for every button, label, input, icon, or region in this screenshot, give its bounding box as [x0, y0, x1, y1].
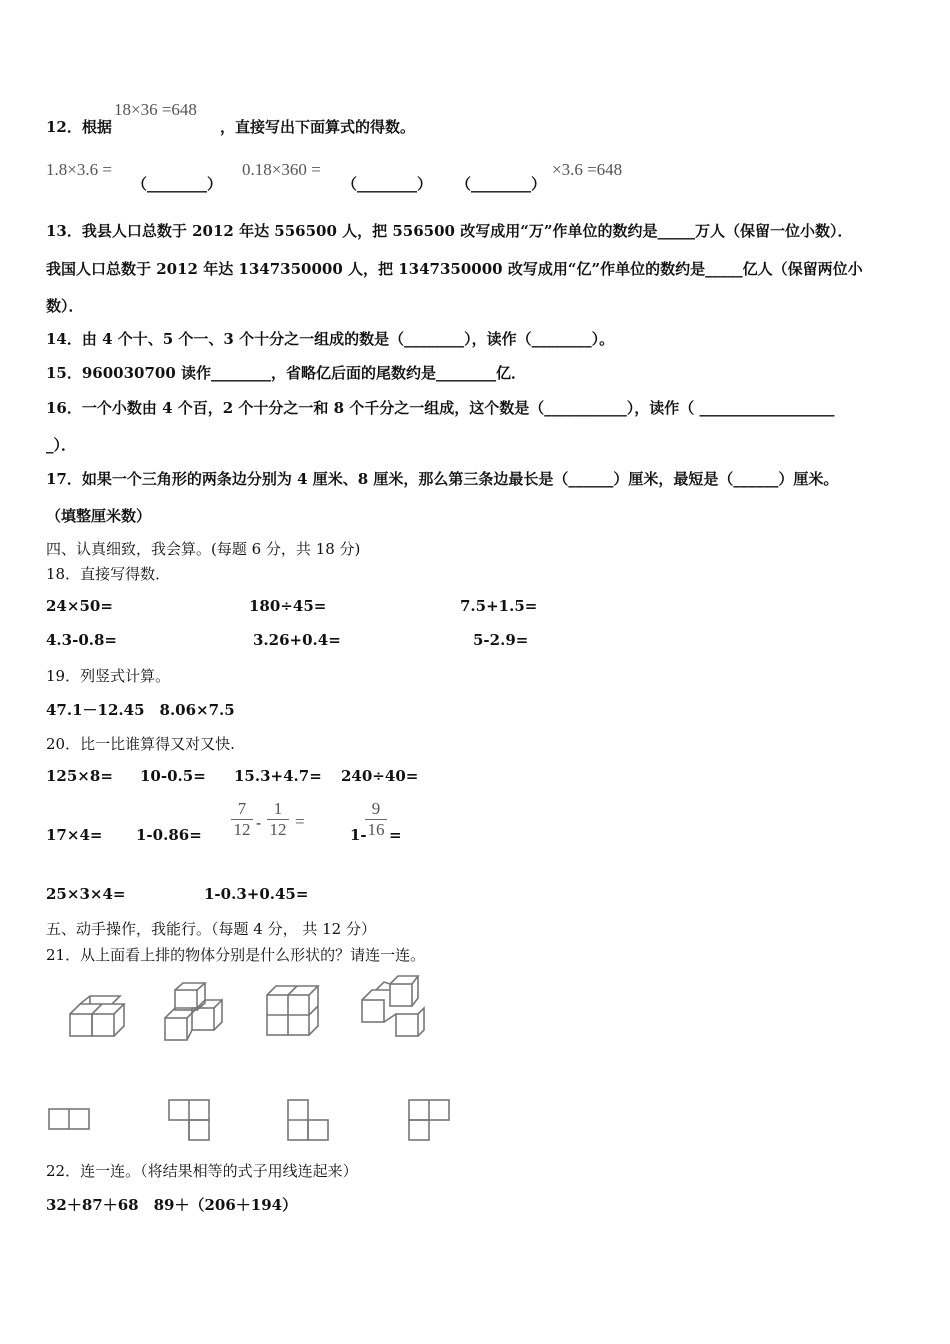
fraction-denominator: 16 [367, 820, 385, 839]
q19-items: 47.1－12.45 8.06×7.5 [46, 701, 235, 719]
q12-expr-1: 1.8×3.6 = [46, 160, 112, 179]
q20-r1-b: 10-0.5= [140, 767, 206, 785]
q20-r1-d: 240÷40= [341, 767, 419, 785]
q16-line-2: _）． [46, 436, 77, 454]
fraction-numerator: 1 [273, 799, 283, 818]
q12-expr-2: 0.18×360 = [242, 160, 321, 179]
q14: 14．由 4 个十、5 个一、3 个十分之一组成的数是（________），读作（________）。 [46, 330, 615, 348]
q21-title: 21．从上面看上排的物体分别是什么形状的？请连一连。 [46, 946, 426, 964]
q15: 15．960030700 读作________，省略亿后面的尾数约是________亿． [46, 364, 527, 382]
q18-r2-c: 5-2.9= [473, 631, 529, 649]
q12-blank-3[interactable]: （________） [456, 175, 547, 193]
q20-r3-a: 25×3×4= [46, 885, 126, 903]
fraction-numerator: 9 [371, 799, 381, 818]
q18-r2-a: 4.3-0.8= [46, 631, 117, 649]
q18-r1-c: 7.5+1.5= [460, 597, 538, 615]
q13-line-3: 数）． [46, 297, 84, 315]
view-figure-2 [169, 1100, 209, 1140]
q12-expr-3: ×3.6 =648 [552, 160, 623, 179]
view-figure-4 [409, 1100, 449, 1140]
q13-line-2: 我国人口总数于 2012 年达 1347350000 人，把 1347350000 改写成用“亿”作单位的数约是_____亿人（保留两位小 [46, 260, 863, 278]
q12-given-equation: 18×36 =648 [114, 100, 197, 119]
q19-title: 19．列竖式计算。 [46, 667, 171, 685]
view-figure-1 [49, 1109, 89, 1129]
section-5-heading: 五、动手操作，我能行。（每题 4 分， 共 12 分） [46, 920, 376, 938]
q12-blank-1[interactable]: （________） [132, 175, 223, 193]
q20-r3-b: 1-0.3+0.45= [204, 885, 309, 903]
q12-label: 12．根据 [46, 118, 112, 136]
q12-instruction: ，直接写出下面算式的得数。 [220, 118, 416, 136]
q12-blank-2[interactable]: （________） [342, 175, 433, 193]
q20-title: 20．比一比谁算得又对又快. [46, 735, 235, 753]
q22-title: 22．连一连。（将结果相等的式子用线连起来） [46, 1162, 358, 1180]
q18-r2-b: 3.26+0.4= [253, 631, 341, 649]
q18-title: 18．直接写得数． [46, 565, 171, 583]
q20-r2-b: 1-0.86= [136, 826, 202, 844]
section-4-heading: 四、认真细致，我会算。(每题 6 分，共 18 分) [46, 540, 361, 558]
fraction-denominator: 12 [269, 820, 287, 839]
equals-sign-2: = [389, 826, 402, 844]
q13-line-1: 13．我县人口总数于 2012 年达 556500 人，把 556500 改写成用“万”作单位的数约是_____万人（保留一位小数）． [46, 222, 853, 240]
q17-line-2: （填整厘米数） [46, 507, 152, 525]
minus-sign: - [256, 814, 262, 832]
fraction-numerator: 7 [237, 799, 247, 818]
view-figure-3 [288, 1100, 328, 1140]
q20-r1-a: 125×8= [46, 767, 113, 785]
q20-r2-a: 17×4= [46, 826, 103, 844]
q18-r1-b: 180÷45= [249, 597, 327, 615]
equals-sign: = [295, 812, 305, 831]
q16-line-1: 16．一个小数由 4 个百，2 个十分之一和 8 个千分之一组成，这个数是（___________），读作（ __________________ [46, 399, 835, 417]
q22-items: 32＋87＋68 89＋（206＋194） [46, 1196, 298, 1214]
q20-one-minus: 1- [350, 826, 367, 844]
fraction-denominator: 12 [233, 820, 251, 839]
q18-r1-a: 24×50= [46, 597, 113, 615]
q17-line-1: 17．如果一个三角形的两条边分别为 4 厘米、8 厘米，那么第三条边最长是（______）厘米，最短是（______）厘米。 [46, 470, 839, 488]
q20-r1-c: 15.3+4.7= [234, 767, 322, 785]
